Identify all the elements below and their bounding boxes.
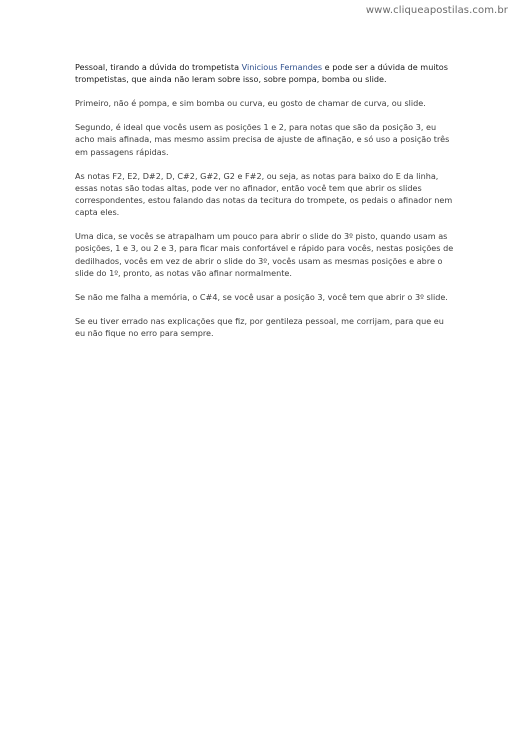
paragraph-4: Uma dica, se vocês se atrapalham um pouco para abrir o slide do 3º pisto, quando usam as posições, 1 e 3, ou 2 e 3, para ficar mais confortável e rápido para vocês, nestas posições de dedilhados, vocês em vez de abrir o slide do 3º, vocês usam as mesmas posições e abre o slide do 1º, pronto, as notas vão afinar normalmente. — [75, 231, 454, 278]
article-body — [75, 61, 455, 351]
paragraph-6: Se eu tiver errado nas explicações que fiz, por gentileza pessoal, me corrijam, para que eu eu não fique no erro para sempre. — [75, 315, 444, 339]
intro-text-start: Pessoal, tirando a dúvida do trompetista — [75, 62, 242, 72]
intro-text-end: e pode ser a dúvida de muitos trompetistas, que ainda não leram sobre isso, sobre pompa, bomba ou slide. — [75, 62, 448, 85]
intro-paragraph — [75, 61, 455, 85]
paragraph-2: Segundo, é ideal que vocês usem as posições 1 e 2, para notas que são da posição 3, eu acho mais afinada, mas mesmo assim precisa de ajuste de afinação, e só uso a posição três em passagens rápidas. — [75, 122, 450, 157]
trumpeter-name-link[interactable]: Vinicious Fernandes — [241, 62, 323, 72]
paragraph-1: Primeiro, não é pompa, e sim bomba ou curva, eu gosto de chamar de curva, ou slide. — [75, 98, 426, 109]
paragraph-5: Se não me falha a memória, o C#4, se você usar a posição 3, você tem que abrir o 3º slide. — [75, 291, 448, 302]
site-url[interactable]: www.cliqueapostilas.com.br — [365, 5, 508, 16]
paragraph-3: As notas F2, E2, D#2, D, C#2, G#2, G2 e F#2, ou seja, as notas para baixo do E da linha, essas notas são todas altas, pode ver no afinador, então você tem que abrir os slides correspondentes, estou falando das notas da tecitura do trompete, os pedais o afinador nem capta eles. — [75, 170, 453, 218]
